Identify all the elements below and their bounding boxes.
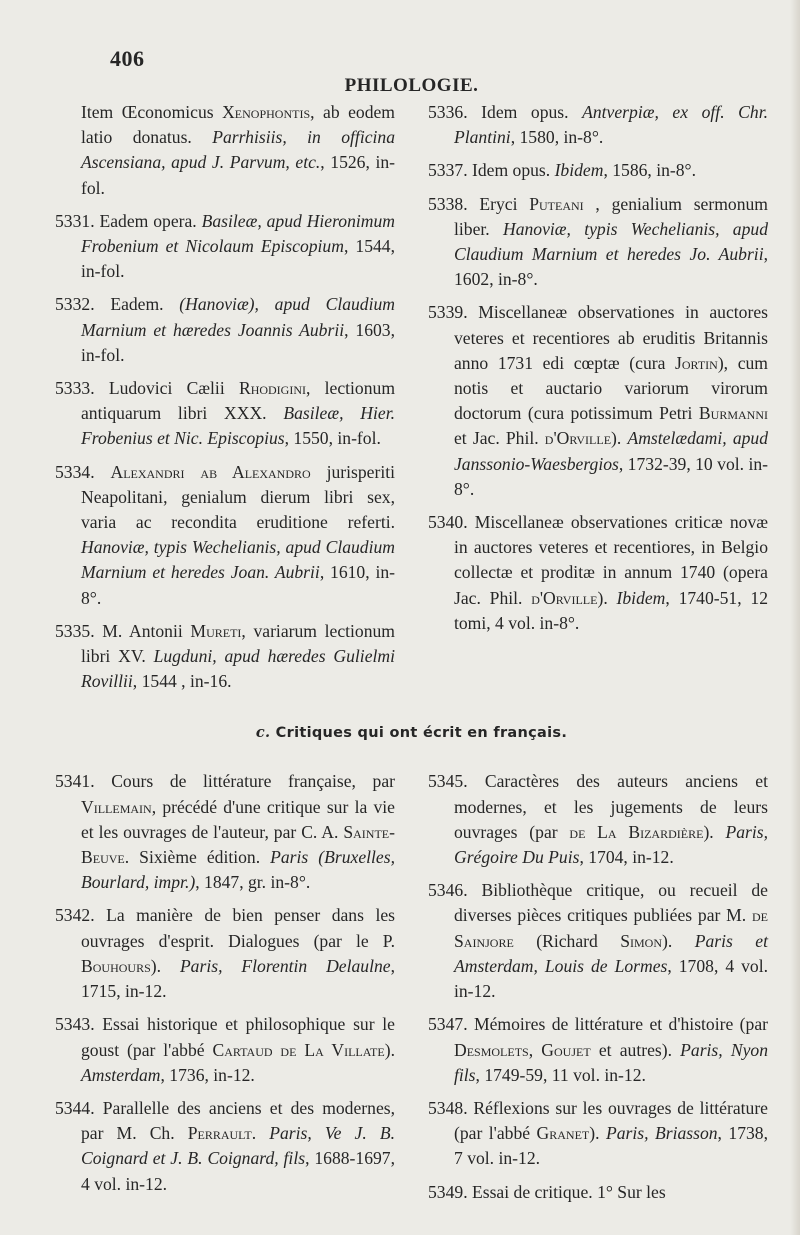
entry-imprint: Parrhisiis, in officina Ascensiana, apud J. Parvum, etc. [81,127,395,173]
entry-text: , variarum lectionum libri XV. [81,620,395,667]
entry-author: Xenophontis [222,102,311,122]
entry-number: 5341. [55,771,95,792]
entry-text: ). [589,1123,606,1144]
entry-text: , genialium sermonum liber. [454,193,768,239]
entry-text: et autres). [590,1039,681,1060]
entry-imprint: Paris et Amsterdam, Louis de Lormes [454,930,768,976]
entry-imprint: Lugduni, apud hæredes Gulielmi Rovillii [81,646,395,692]
entry-format: , 1526, in-fol. [81,152,396,198]
entry-text: Idem opus. [467,102,583,122]
entry-author: Mureti [190,620,242,641]
entry-author: d'Orville [544,428,612,449]
entry-imprint: Paris, Florentin Delaulne [179,955,391,976]
entry-imprint: Hanoviæ, typis Wechelianis, apud Claudium Marnium et heredes Joan. Aubrii [81,537,395,583]
entry-format: , 1715, in-12. [81,955,396,1002]
catalog-entry [428,510,768,636]
entry-number: 5344. [55,1097,95,1118]
entry-author: Goujet [541,1039,591,1060]
entry-text: ). [662,930,695,951]
entry-number: 5332. [55,294,95,315]
entry-author: Jortin [675,352,718,373]
catalog-entry [428,1180,768,1205]
entry-number: 5348. [428,1097,468,1118]
catalog-entry [55,209,395,285]
entry-format: , 1602, in-8°. [454,244,768,290]
entry-format: , 1704, in-12. [579,847,674,868]
catalog-entry [55,903,395,1004]
catalog-entry [428,300,768,502]
entry-imprint: Hanoviæ, typis Wechelianis, apud Claudium Marnium et heredes Jo. Aubrii [454,218,768,265]
entry-text [95,462,111,482]
entry-number: 5349. [428,1181,468,1202]
entry-text: Mémoires de littérature et d'histoire (par [467,1014,768,1035]
entry-author: Alexandri ab Alexandro [110,461,311,482]
entry-text: . [251,1123,270,1144]
catalog-entry [55,769,395,895]
catalog-entry [428,769,768,870]
entry-text: Idem opus. [467,160,555,181]
entry-format: , 1550, in-fol. [284,428,381,449]
entry-text: Item Œconomicus [81,102,223,122]
entry-text: . Sixième édition. [124,847,271,868]
entry-format: , 1708, 4 vol. in-12. [454,955,769,1002]
entry-imprint: Paris (Bruxelles, Bourlard, impr.) [81,847,395,893]
top-right-column [428,100,768,702]
entry-text: ). [150,955,180,976]
entry-format: , 1736, in-12. [160,1064,255,1085]
entry-number: 5340. [428,512,468,533]
entry-number: 5338. [428,193,468,214]
bottom-columns [55,769,768,1212]
entry-imprint: Basileæ, apud Hieronimum Frobenium et Nicolaum Episcopium [81,210,395,257]
entry-imprint: Amsterdam [81,1064,161,1085]
catalog-entry [55,1012,395,1088]
entry-number: 5343. [55,1014,95,1035]
entry-format: , 1688-1697, 4 vol. in-12. [81,1148,395,1194]
entry-author: de La Bizardière [569,821,704,842]
catalog-entry [55,619,395,695]
entry-text: M. Antonii [94,620,191,641]
entry-author: Sainte-Beuve [81,821,395,868]
entry-number: 5339. [428,302,468,323]
entry-text: , précédé d'une critique sur la vie et les ouvrages de l'auteur, par C. A. [81,796,395,842]
entry-format: , 1740-51, 12 tomi, 4 vol. in-8°. [454,587,769,633]
entry-text: ). [611,428,628,449]
entry-imprint: Basileæ, Hier. Frobenius et Nic. Episcopius [81,403,395,449]
entry-format: , 1847, gr. in-8°. [195,872,311,893]
entry-format: , 1610, in-8°. [81,562,395,608]
entry-number: 5345. [428,771,468,792]
catalog-entry [428,192,768,293]
entry-author: Perrault [187,1123,252,1144]
entry-text: Caractères des auteurs anciens et modernes, et les jugements de leurs ouvrages (par [454,771,768,842]
entry-number: 5334. [55,461,95,482]
entry-text: Eryci [467,193,530,214]
entry-author: Burmanni [698,403,768,424]
entry-format: , 1732-39, 10 vol. in-8°. [454,453,768,499]
entry-format: , 1586, in-8°. [603,160,696,181]
entry-text: et Jac. Phil. [454,428,545,449]
entry-imprint: Antverpiæ, ex off. Chr. Plantini [454,102,768,148]
entry-number: 5335. [55,620,95,641]
entry-text: La manière de bien penser dans les ouvrages d'esprit. Dialogues (par le P. [81,905,395,951]
entry-imprint: Ibidem [616,587,666,608]
catalog-entry [428,158,768,183]
catalog-entry [55,100,395,201]
entry-imprint: Paris, Ve J. B. Coignard et J. B. Coignard, fils [81,1123,395,1169]
entry-author: de Sainjore [454,905,768,951]
entry-text: Cours de littérature française, par [94,771,395,792]
entry-text: Eadem opera. [94,210,202,231]
top-columns [55,100,768,702]
entry-author: Villemain [81,796,152,817]
entry-number: 5347. [428,1014,468,1035]
catalog-entry [428,878,768,1004]
entry-imprint: Ibidem [554,160,604,181]
section-title: Critiques qui ont écrit en français. [270,725,568,742]
entry-text: ). [597,587,617,608]
catalog-entry [55,1096,395,1197]
entry-text: jurisperiti Neapolitani, genialum dierum libri sex, varia ac recondita eruditione referti. [81,461,395,533]
entry-text: Parallelle des anciens et des modernes, par M. Ch. [81,1097,395,1144]
entry-text: Miscellaneæ observationes criticæ novæ in auctores veteres et recentiores, in Belgio collectæ et proditæ in annum 1740 (opera Jac. Phil. [454,512,768,608]
entry-text: ). [703,821,726,842]
entry-text: Réflexions sur les ouvrages de littérature (par l'abbé [454,1097,768,1144]
entry-number: 5336. [428,102,468,122]
entry-imprint: (Hanoviæ), apud Claudium Marnium et hæredes Joannis Aubrii [81,294,395,340]
entry-text: ), cum notis et auctario variorum virorum doctorum (cura potissimum Petri [454,352,768,424]
entry-text: , ab eodem latio donatus. [81,102,395,148]
entry-text: Ludovici Cælii [94,378,239,399]
entry-number: 5331. [55,210,95,231]
entry-text: Eadem. [94,294,180,315]
entry-text: , lectionum antiquarum libri XXX. [81,378,396,424]
section-heading [55,724,768,741]
entry-imprint: Paris, Grégoire Du Puis [454,821,769,868]
entry-text: Miscellaneæ observationes in auctores veteres et recentiores ab eruditis Britannis anno 1731 edi cœptæ (cura [454,302,768,373]
catalog-entry [428,100,768,150]
entry-author: Granet [536,1123,590,1144]
catalog-entry [55,460,395,611]
entry-format: , 1544, in-fol. [81,236,395,282]
catalog-entry [55,292,395,368]
running-title: PHILOLOGIE. [344,75,479,96]
entry-text: ). [384,1039,395,1060]
entry-number: 5342. [55,905,95,926]
catalog-entry [428,1012,768,1088]
entry-author: Desmolets [454,1039,529,1060]
entry-imprint: Amstelædami, apud Janssonio-Waesbergios [454,428,769,474]
entry-author: d'Orville [531,587,598,608]
bottom-right-column [428,769,768,1212]
page-header [55,0,768,100]
entry-author: Simon [620,930,663,951]
bottom-left-column [55,769,395,1212]
entry-text: (Richard [513,930,621,951]
entry-format: , 1580, in-8°. [510,127,604,148]
entry-number: 5333. [55,378,95,399]
top-left-column [55,100,395,702]
entry-text: Essai de critique. 1° Sur les [467,1181,666,1202]
entry-text: Essai historique et philosophique sur le goust (par l'abbé [81,1014,395,1060]
section-letter: c. [255,724,271,742]
entry-number: 5346. [428,880,468,901]
entry-author: Cartaud de La Villate [212,1039,385,1060]
entry-format: , 1603, in-fol. [81,319,395,365]
entry-author: Bouhours [81,955,151,976]
entry-author: Puteani [529,193,584,214]
entry-imprint: Paris, Briasson [605,1123,718,1144]
entry-imprint: Paris, Nyon fils [454,1039,768,1085]
page-edge-shadow [790,0,800,1235]
entry-text: Bibliothèque critique, ou recueil de diverses pièces critiques publiées par M. [454,880,768,926]
catalog-entry [55,376,395,452]
entry-format: , 1544 , in-16. [132,671,232,692]
page-number: 406 [110,46,145,71]
entry-format: , 1749-59, 11 vol. in-12. [475,1064,646,1085]
entry-number: 5337. [428,160,468,181]
entry-text: , [528,1039,542,1060]
entry-author: Rhodigini [238,378,307,399]
catalog-entry [428,1096,768,1172]
entry-format: , 1738, 7 vol. in-12. [454,1123,769,1169]
